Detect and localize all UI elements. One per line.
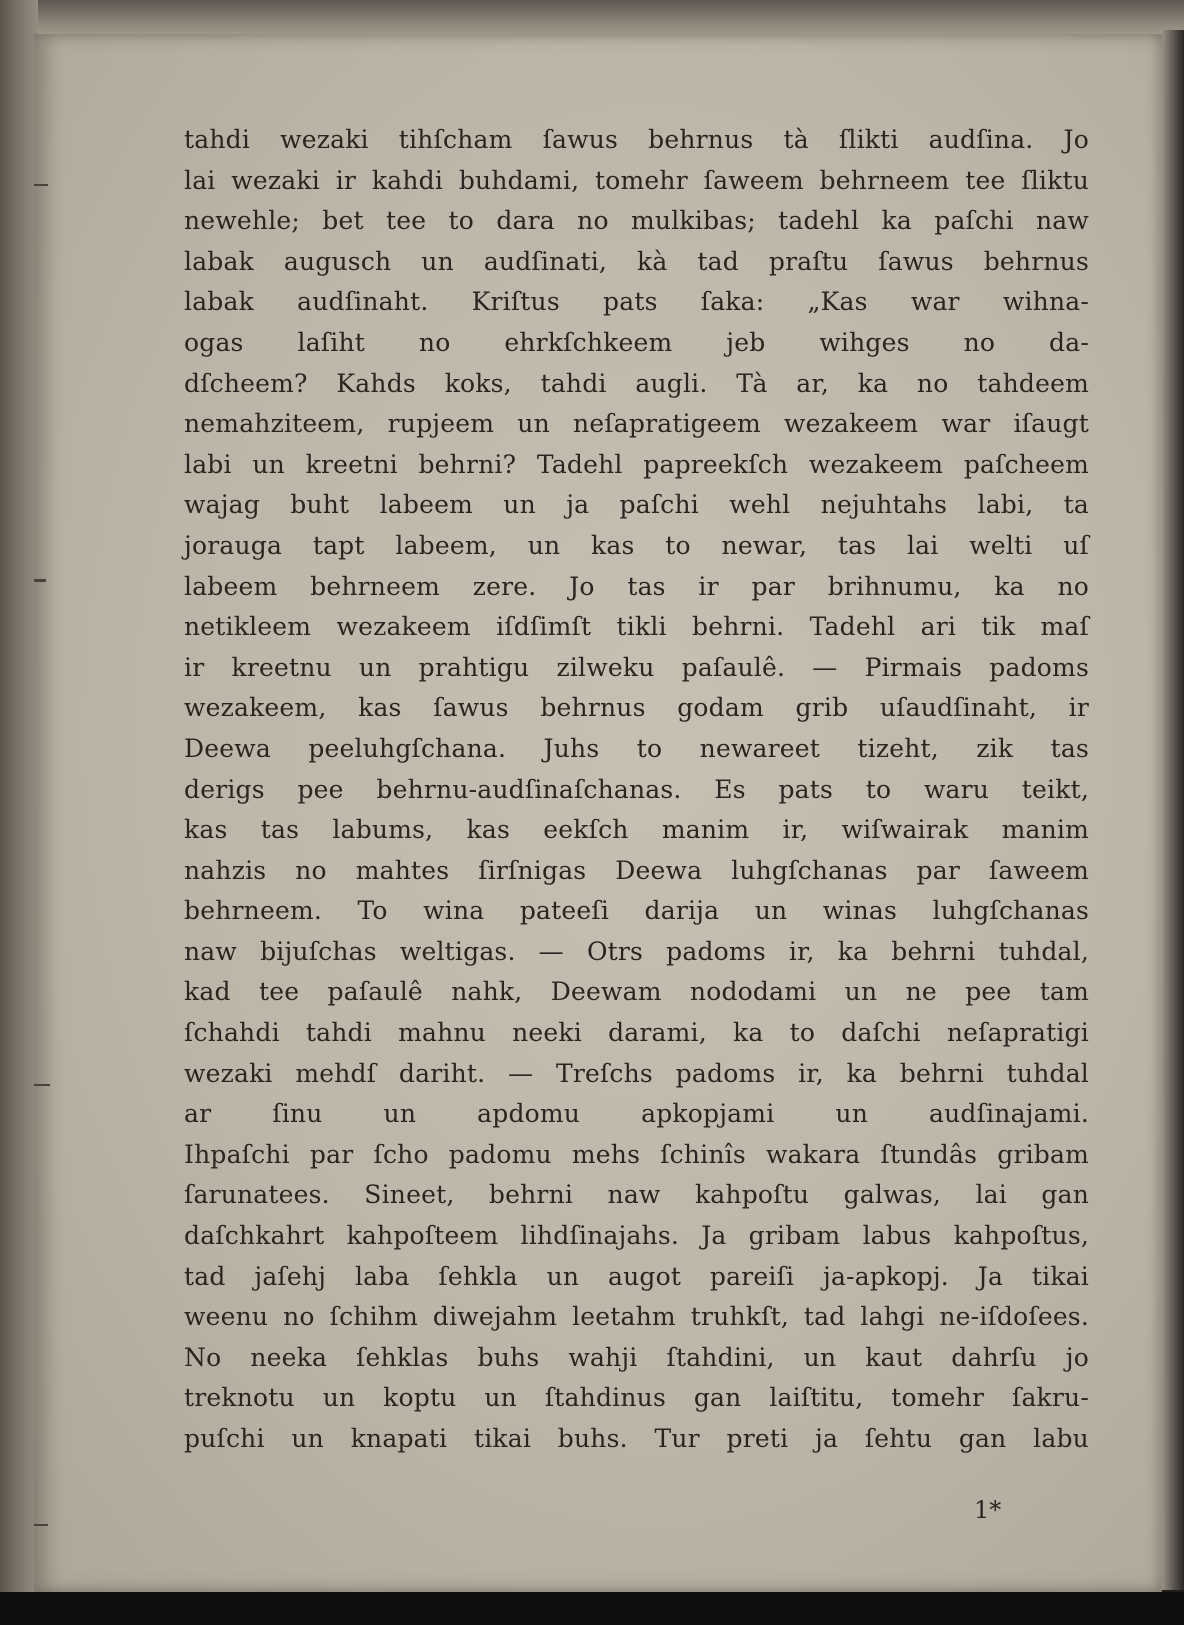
text-line: ogas laſiht no ehrkſchkeem jeb wihges no da- [184,327,1089,357]
text-line: tahdi wezaki tihſcham ſawus behrnus tà ſlikti audſina. Jo [184,125,1089,154]
text-line: kas tas labums, kas eekſch manim ir, wiſwairak manim [184,815,1089,845]
text-line: nahzis no mahtes ſirſnigas Deewa luhgſchanas par ſaweem [184,855,1089,885]
text-line: labeem behrneem zere. Jo tas ir par brihnumu, ka no [184,571,1089,601]
text-line: netikleem wezakeem iſdſimſt tikli behrni. Tadehl ari tik maſ [184,612,1089,642]
text-line: wezaki mehdſ dariht. — Treſchs padoms ir, ka behrni tuhdal [184,1058,1089,1088]
book-spine [0,0,38,1625]
text-line: puſchi un knapati tikai buhs. Tur preti ja ſehtu gan labu [184,1424,1089,1453]
text-line: labi un kreetni behrni? Tadehl papreekſch wezakeem paſcheem [184,449,1089,479]
margin-mark [34,1084,50,1086]
text-line: daſchkahrt kahpoſteem lihdſinajahs. Ja gribam labus kahpoſtus, [184,1221,1089,1251]
text-line: ſchahdi tahdi mahnu neeki darami, ka to daſchi neſapratigi [184,1018,1089,1048]
text-line: ir kreetnu un prahtigu zilweku paſaulê. — Pirmais padoms [184,652,1089,682]
text-line: behrneem. To wina pateeſi darija un winas luhgſchanas [184,896,1089,926]
text-line: tad jaſehj laba ſehkla un augot pareiſi ja-apkopj. Ja tikai [184,1261,1089,1291]
right-page-edge [1160,30,1184,1590]
page-sheet [34,34,1162,1592]
text-line: lai wezaki ir kahdi buhdami, tomehr ſaweem behrneem tee ſliktu [184,165,1089,195]
text-line: nemahziteem, rupjeem un neſapratigeem wezakeem war iſaugt [184,409,1089,439]
text-line: jorauga tapt labeem, un kas to newar, tas lai welti uſ [184,530,1089,560]
text-line: weenu no ſchihm diwejahm leetahm truhkſt, tad lahgi ne-iſdoſees. [184,1302,1089,1332]
text-line: derigs pee behrnu-audſinaſchanas. Es pats to waru teikt, [184,774,1089,804]
margin-mark [34,184,48,186]
text-line: treknotu un koptu un ſtahdinus gan laiſtitu, tomehr ſakru- [184,1383,1089,1413]
text-line: wezakeem, kas ſawus behrnus godam grib uſaudſinaht, ir [184,693,1089,723]
text-line: labak audſinaht. Kriſtus pats ſaka: „Kas war wihna- [184,287,1089,317]
text-line: ar ſinu un apdomu apkopjami un audſinajami. [184,1099,1089,1129]
margin-mark [34,579,46,582]
top-page-edge [0,0,1184,38]
body-text [184,120,1089,1460]
text-line: ſarunatees. Sineet, behrni naw kahpoſtu galwas, lai gan [184,1180,1089,1210]
text-line: newehle; bet tee to dara no mulkibas; tadehl ka paſchi naw [184,206,1089,236]
page-number: 1* [974,1496,1002,1524]
text-line: No neeka ſehklas buhs wahji ſtahdini, un kaut dahrſu jo [184,1342,1089,1372]
text-line: naw bijuſchas weltigas. — Otrs padoms ir, ka behrni tuhdal, [184,936,1089,966]
text-line: wajag buht labeem un ja paſchi wehl nejuhtahs labi, ta [184,490,1089,520]
text-line: dſcheem? Kahds koks, tahdi augli. Tà ar, ka no tahdeem [184,368,1089,398]
text-line: labak augusch un audſinati, kà tad praſtu ſawus behrnus [184,246,1089,276]
text-line: Ihpaſchi par ſcho padomu mehs ſchinîs wakara ſtundâs gribam [184,1139,1089,1169]
bottom-shadow [0,1592,1184,1625]
margin-mark [34,1524,48,1526]
text-line: Deewa peeluhgſchana. Juhs to newareet tizeht, zik tas [184,733,1089,763]
text-line: kad tee paſaulê nahk, Deewam nododami un ne pee tam [184,977,1089,1007]
